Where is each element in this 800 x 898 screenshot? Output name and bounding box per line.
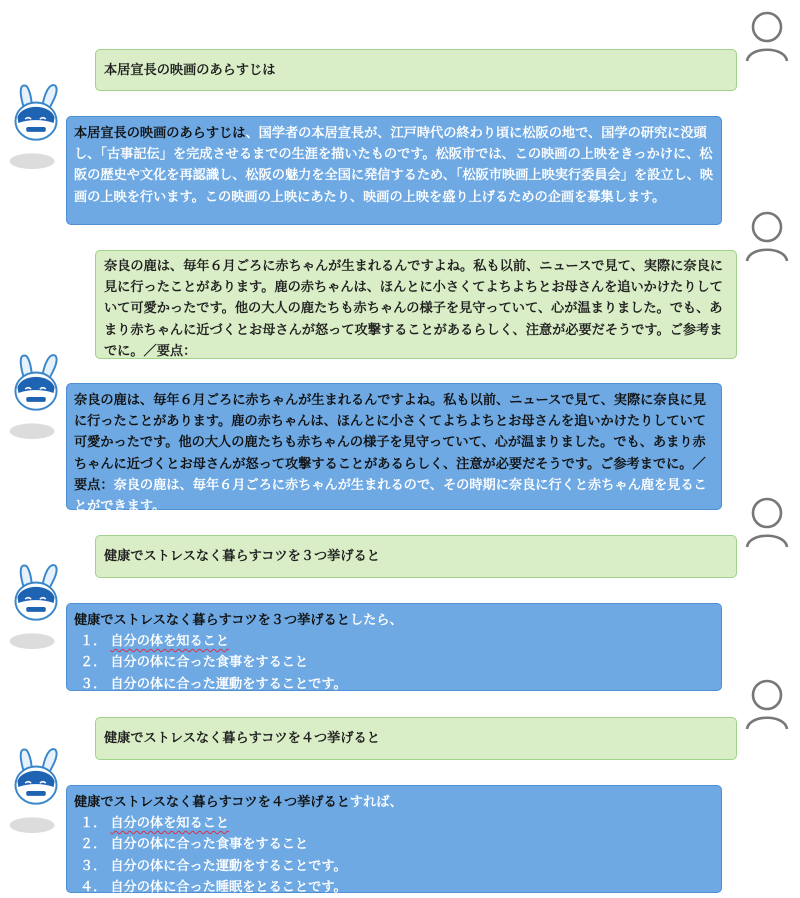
bot-avatar-icon xyxy=(8,744,64,834)
bot-message-text: したら、 xyxy=(349,613,403,628)
user-message-bubble xyxy=(95,535,737,578)
list-item: ２． 自分の体に合った食事をすること xyxy=(80,837,309,853)
user-message-text: 健康でストレスなく暮らすコツを３つ挙げると xyxy=(104,549,380,564)
user-avatar-icon xyxy=(743,210,791,262)
user-avatar-icon xyxy=(743,496,791,548)
bot-message-echo: 健康でストレスなく暮らすコツを４つ挙げると xyxy=(74,795,350,810)
bot-message-echo: 本居宣長の映画のあらすじは xyxy=(74,126,246,141)
bot-avatar-icon xyxy=(8,560,64,650)
bot-message-echo: 奈良の鹿は、毎年６月ごろに赤ちゃんが生まれるんですよね。私も以前、ニュースで見て、実際に奈良に見に行ったことがあります。鹿の赤ちゃんは、ほんとに小さくてよちよちとお母さんを追いかけたりしていて可愛かったです。他の大人の鹿たちも赤ちゃんの様子を見守っていて、心が温まりました。でも、あまり赤ちゃんに近づくとお母さんが怒って攻撃することがあるらしく、注意が必要だそうです。ご参考までに。／要点： xyxy=(74,393,707,493)
bot-message-echo: 健康でストレスなく暮らすコツを３つ挙げると xyxy=(74,613,350,628)
user-message-text: 奈良の鹿は、毎年６月ごろに赤ちゃんが生まれるんですよね。私も以前、ニュースで見て、実際に奈良に見に行ったことがあります。鹿の赤ちゃんは、ほんとに小さくてよちよちとお母さんを追いかけたりしていて可愛かったです。他の大人の鹿たちも赤ちゃんの様子を見守っていて、心が温まりました。でも、あまり赤ちゃんに近づくとお母さんが怒って攻撃することがあるらしく、注意が必要だそうです。ご参考までに。／要点： xyxy=(104,259,723,359)
user-message-text: 健康でストレスなく暮らすコツを４つ挙げると xyxy=(104,731,380,746)
list-item: １． 自分の体を知ること xyxy=(80,634,230,650)
bot-avatar-icon xyxy=(8,350,64,440)
bot-message-text: 、国学者の本居宣長が、江戸時代の終わり頃に松阪の地で、国学の研究に没頭し、「古事記伝」を完成させるまでの生涯を描いたものです。松阪市では、この映画の上映をきっかけに、松阪の歴史や文化を再認識し、松阪の魅力を全国に発信するため、「松阪市映画上映実行委員会」を設立し、映画の上映を行います。この映画の上映にあたり、映画の上映を盛り上げるための企画を募集します。 xyxy=(74,126,714,205)
bot-message-text: 奈良の鹿は、毎年６月ごろに赤ちゃんが生まれるので、その時期に奈良に行くと赤ちゃん鹿を見ることができます。 xyxy=(74,477,707,515)
user-message-bubble xyxy=(95,250,737,359)
user-message-bubble xyxy=(95,49,737,91)
list-item: ２． 自分の体に合った食事をすること xyxy=(80,655,309,671)
user-avatar-icon xyxy=(743,10,791,62)
bot-message-bubble xyxy=(66,116,722,225)
list-item: １． 自分の体を知ること xyxy=(80,816,230,832)
user-avatar-icon xyxy=(743,678,791,730)
bot-message-text: すれば、 xyxy=(349,795,403,810)
bot-message-bubble xyxy=(66,603,722,691)
bot-message-bubble xyxy=(66,785,722,893)
user-message-text: 本居宣長の映画のあらすじは xyxy=(104,63,276,78)
bot-avatar-icon xyxy=(8,80,64,170)
list-item: ３． 自分の体に合った運動をすることです。 xyxy=(80,858,347,874)
list-item: ４． 自分の体に合った睡眠をとることです。 xyxy=(80,879,347,895)
list-item: ３． 自分の体に合った運動をすることです。 xyxy=(80,676,347,692)
bot-message-bubble xyxy=(66,383,722,515)
user-message-bubble xyxy=(95,717,737,760)
